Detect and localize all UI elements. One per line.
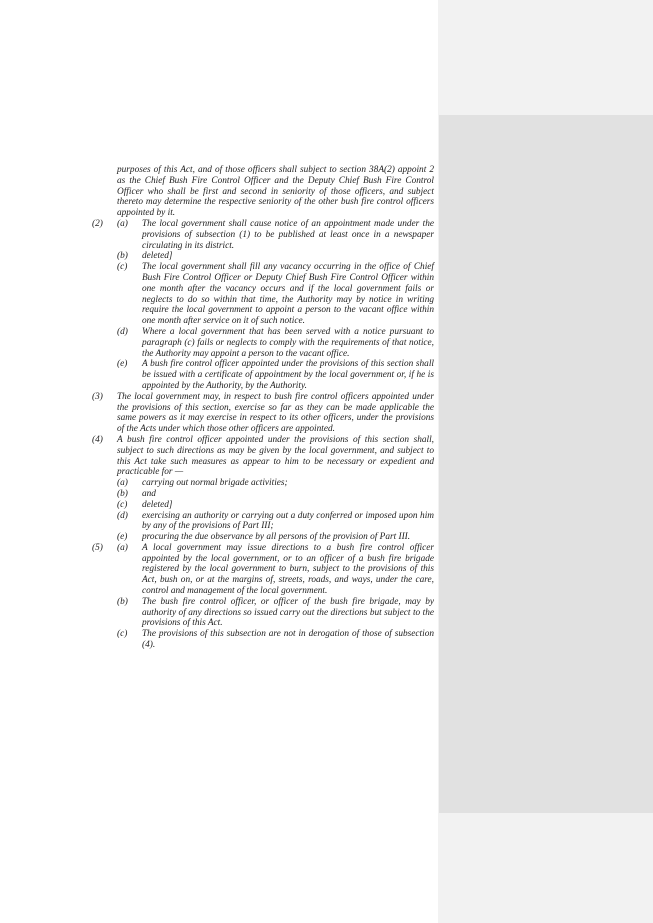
paragraph-text: The local government shall fill any vacancy occurring in the office of Chief Bush Fire Control Officer or Deputy Chief Bush Fire Control Officer within one month after the vacancy occurs and if the local government fails or neglects to do so within that time, the Authority may by notice in writing require the local government to appoint a person to the vacant office within one month after service on it of such notice. [142, 262, 434, 327]
paragraph-label: (b) [117, 596, 128, 607]
subsection-2-d [92, 327, 434, 359]
subsection-4-e [92, 532, 434, 543]
paragraph-label: (d) [117, 510, 128, 521]
paragraph-label: (a) [117, 542, 128, 553]
subsection-4-a [92, 478, 434, 489]
subsection-number: (5) [92, 542, 103, 553]
paragraph-text: carrying out normal brigade activities; [142, 478, 288, 489]
paragraph-text: exercising an authority or carrying out a duty conferred or imposed upon him by any of the provisions of Part III; [142, 510, 434, 532]
subsection-number: (3) [92, 391, 103, 402]
subsection-text: The local government may, in respect to bush fire control officers appointed under the provisions of this section, exercise so far as they can be made applicable the same powers as it may exercise in respect to its other officers, under the provisions of the Acts under which those other officers are appointed. [117, 391, 434, 435]
subsection-4-d [92, 511, 434, 533]
paragraph-label: (a) [117, 478, 128, 489]
subsection-4-c [92, 500, 434, 511]
subsection-5-a [92, 543, 434, 597]
subsection-number: (2) [92, 218, 103, 229]
paragraph-text: The provisions of this subsection are not in derogation of those of subsection (4). [142, 629, 434, 651]
subsection-3 [92, 392, 434, 435]
paragraph-label: (d) [117, 326, 128, 337]
paragraph-label: (a) [117, 218, 128, 229]
subsection-2-e [92, 359, 434, 391]
paragraph-label: (c) [117, 499, 128, 510]
paragraph-text: and [142, 488, 156, 499]
subsection-text: A bush fire control officer appointed under the provisions of this section shall, subject to such directions as may be given by the local government, and subject to this Act take such measures as appear to him to be necessary or expedient and practicable for — [117, 434, 434, 478]
paragraph-text: The local government shall cause notice of an appointment made under the provisions of subsection (1) to be published at least once in a newspaper circulating in its district. [142, 218, 434, 251]
paragraph-label: (b) [117, 251, 128, 262]
subsection-4 [92, 435, 434, 478]
intro-text: purposes of this Act, and of those officers shall subject to section 38A(2) appoint 2 as the Chief Bush Fire Control Officer and the Deputy Chief Bush Fire Control Officer who shall be first and second in seniority of those officers, and subject thereto may determine the respective seniority of the other bush fire control officers appointed by it. [117, 165, 434, 219]
paragraph-text: Where a local government that has been served with a notice pursuant to paragraph (c) fails or neglects to comply with the requirements of that notice, the Authority may appoint a person to the vacant office. [142, 326, 434, 359]
paragraph-text: The bush fire control officer, or officer of the bush fire brigade, may by authority of any directions so issued carry out the directions but subject to the provisions of this Act. [142, 596, 434, 629]
document-body [92, 165, 434, 651]
subsection-number: (4) [92, 434, 103, 445]
intro-paragraph [92, 165, 434, 219]
paragraph-label: (c) [117, 262, 128, 273]
comment-balloon-area [439, 115, 653, 813]
paragraph-text: deleted] [142, 251, 173, 262]
paragraph-text: procuring the due observance by all persons of the provision of Part III. [142, 532, 411, 543]
paragraph-text: deleted] [142, 499, 173, 510]
subsection-5-c [92, 629, 434, 651]
paragraph-label: (c) [117, 629, 128, 640]
subsection-4-b [92, 489, 434, 500]
paragraph-label: (b) [117, 488, 128, 499]
paragraph-text: A bush fire control officer appointed under the provisions of this section shall be issued with a certificate of appointment by the local government or, if he is appointed by the Authority, by the Authority. [142, 359, 434, 391]
paragraph-text: A local government may issue directions to a bush fire control officer appointed by the local government, or to an officer of a bush fire brigade registered by the local government to burn, subject to the provisions of this Act, bush on, or at the margins of, streets, roads, and ways, under the care, control and management of the local government. [142, 542, 434, 597]
paragraph-label: (e) [117, 359, 128, 370]
subsection-2-b [92, 251, 434, 262]
paragraph-label: (e) [117, 532, 128, 543]
subsection-2-c [92, 262, 434, 327]
subsection-2-a [92, 219, 434, 251]
subsection-5-b [92, 597, 434, 629]
